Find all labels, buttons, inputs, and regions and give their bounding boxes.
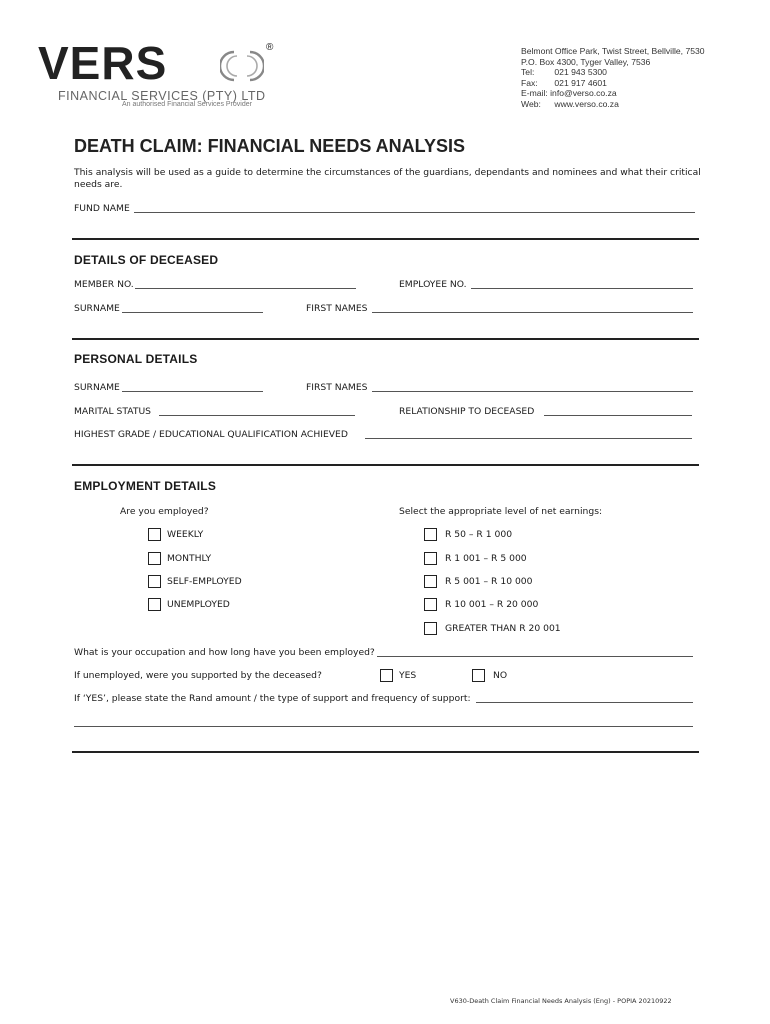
- weekly-label: WEEKLY: [167, 529, 204, 540]
- email-line: E-mail: info@verso.co.za: [521, 88, 617, 99]
- earnings-1001-5000-checkbox[interactable]: [424, 552, 437, 565]
- tel-line: [521, 67, 705, 78]
- yes-checkbox[interactable]: [380, 669, 393, 682]
- supported-question: If unemployed, were you supported by the deceased?: [74, 670, 322, 681]
- relationship-label: RELATIONSHIP TO DECEASED: [399, 406, 535, 417]
- fax-value: 021 917 4601: [554, 77, 607, 88]
- self-employed-label: SELF-EMPLOYED: [167, 576, 242, 587]
- earnings-over-20001-label: GREATER THAN R 20 001: [445, 623, 561, 634]
- deceased-first-names-label: FIRST NAMES: [306, 303, 368, 314]
- employed-question: Are you employed?: [120, 506, 209, 517]
- footer-reference: V630-Death Claim Financial Needs Analysis (Eng) - POPIA 20210922: [450, 997, 672, 1005]
- employee-no-field[interactable]: [471, 288, 693, 289]
- unemployed-label: UNEMPLOYED: [167, 599, 230, 610]
- intro-text: This analysis will be used as a guide to determine the circumstances of the guardians, dependants and nominees and what their critical needs are.: [74, 167, 701, 190]
- deceased-surname-field[interactable]: [122, 312, 263, 313]
- marital-status-label: MARITAL STATUS: [74, 406, 151, 417]
- personal-surname-label: SURNAME: [74, 382, 120, 393]
- education-label: HIGHEST GRADE / EDUCATIONAL QUALIFICATION ACHIEVED: [74, 429, 348, 440]
- monthly-checkbox[interactable]: [148, 552, 161, 565]
- fax-line: [521, 78, 705, 89]
- employee-no-label: EMPLOYEE NO.: [399, 279, 467, 290]
- yes-label: YES: [399, 670, 417, 681]
- fund-name-field[interactable]: [134, 212, 695, 213]
- occupation-question: What is your occupation and how long have you been employed?: [74, 647, 375, 658]
- section-divider: [72, 751, 699, 753]
- earnings-question: Select the appropriate level of net earnings:: [399, 506, 603, 517]
- section-heading-deceased: DETAILS OF DECEASED: [74, 253, 219, 267]
- section-divider: [72, 464, 699, 466]
- company-address: [521, 46, 705, 110]
- personal-surname-field[interactable]: [122, 391, 263, 392]
- web-line: [521, 99, 705, 110]
- earnings-5001-10000-label: R 5 001 – R 10 000: [445, 576, 533, 587]
- web-value: www.verso.co.za: [554, 98, 619, 109]
- support-details-question: If ‘YES’, please state the Rand amount / the type of support and frequency of support:: [74, 693, 471, 704]
- earnings-50-1000-label: R 50 – R 1 000: [445, 529, 513, 540]
- registered-mark: ®: [266, 42, 274, 53]
- fund-name-label: FUND NAME: [74, 203, 130, 214]
- education-field[interactable]: [365, 438, 692, 439]
- self-employed-checkbox[interactable]: [148, 575, 161, 588]
- logo-wordmark: VERS: [38, 37, 168, 89]
- web-label: Web:: [521, 98, 541, 109]
- weekly-checkbox[interactable]: [148, 528, 161, 541]
- po-box-line: P.O. Box 4300, Tyger Valley, 7536: [521, 56, 651, 67]
- section-divider: [72, 238, 699, 240]
- section-heading-personal: PERSONAL DETAILS: [74, 352, 198, 366]
- personal-first-names-label: FIRST NAMES: [306, 382, 368, 393]
- address-line: Belmont Office Park, Twist Street, Bellville, 7530: [521, 46, 705, 56]
- section-heading-employment: EMPLOYMENT DETAILS: [74, 479, 217, 493]
- earnings-1001-5000-label: R 1 001 – R 5 000: [445, 553, 527, 564]
- logo-tagline: An authorised Financial Services Provider: [122, 101, 252, 108]
- monthly-label: MONTHLY: [167, 553, 212, 564]
- earnings-10001-20000-checkbox[interactable]: [424, 598, 437, 611]
- occupation-field[interactable]: [377, 656, 693, 657]
- logo-subtitle: FINANCIAL SERVICES (PTY) LTD: [58, 89, 266, 103]
- member-no-field[interactable]: [135, 288, 356, 289]
- fax-label: Fax:: [521, 77, 538, 88]
- earnings-10001-20000-label: R 10 001 – R 20 000: [445, 599, 539, 610]
- no-checkbox[interactable]: [472, 669, 485, 682]
- relationship-field[interactable]: [544, 415, 692, 416]
- earnings-50-1000-checkbox[interactable]: [424, 528, 437, 541]
- support-details-field-continued[interactable]: [74, 726, 693, 727]
- deceased-surname-label: SURNAME: [74, 303, 120, 314]
- no-label: NO: [493, 670, 508, 681]
- earnings-5001-10000-checkbox[interactable]: [424, 575, 437, 588]
- earnings-over-20001-checkbox[interactable]: [424, 622, 437, 635]
- tel-value: 021 943 5300: [554, 67, 607, 78]
- section-divider: [72, 338, 699, 340]
- marital-status-field[interactable]: [159, 415, 355, 416]
- tel-label: Tel:: [521, 67, 535, 78]
- member-no-label: MEMBER NO.: [74, 279, 134, 290]
- deceased-first-names-field[interactable]: [372, 312, 693, 313]
- unemployed-checkbox[interactable]: [148, 598, 161, 611]
- support-details-field[interactable]: [476, 702, 693, 703]
- personal-first-names-field[interactable]: [372, 391, 693, 392]
- page-title: DEATH CLAIM: FINANCIAL NEEDS ANALYSIS: [74, 136, 466, 156]
- logo-ring-icon: [220, 48, 264, 84]
